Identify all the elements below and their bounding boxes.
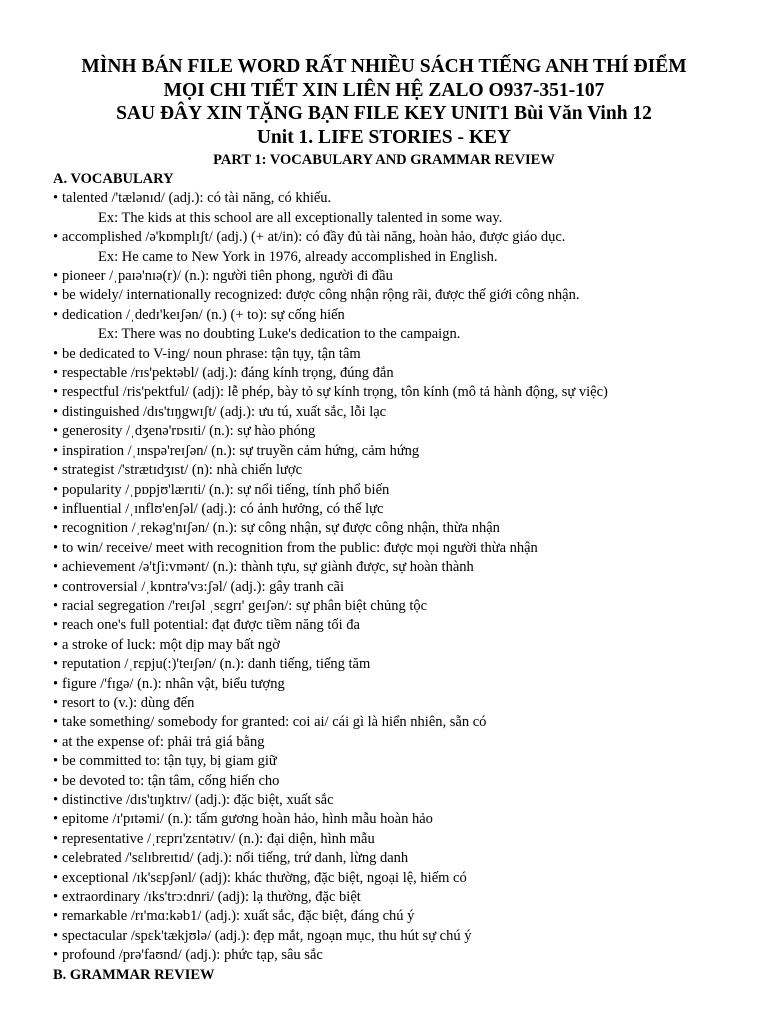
bullet-icon: •: [53, 656, 59, 673]
vocabulary-item: [0, 345, 768, 364]
bullet-icon: •: [53, 481, 59, 498]
vocabulary-item: [0, 539, 768, 558]
vocabulary-item: [0, 481, 768, 500]
bullet-icon: •: [53, 772, 59, 789]
example-sentence: Ex: There was no doubting Luke's dedication to the campaign.: [98, 326, 461, 343]
bullet-icon: •: [53, 403, 59, 420]
vocabulary-item-text: at the expense of: phải trả giá bằng: [62, 733, 265, 750]
vocabulary-item: [0, 558, 768, 577]
vocabulary-item: [0, 403, 768, 422]
vocabulary-item-text: be dedicated to V-ing/ noun phrase: tận tụy, tận tâm: [62, 345, 361, 362]
vocabulary-item-text: pioneer /ˌpaɪə'nɪə(r)/ (n.): người tiên phong, người đi đầu: [62, 268, 393, 285]
vocabulary-item: [0, 791, 768, 810]
vocabulary-item: [0, 752, 768, 771]
vocabulary-item: [0, 500, 768, 519]
bullet-icon: •: [53, 462, 59, 479]
vocabulary-item: [0, 636, 768, 655]
vocabulary-item: [0, 810, 768, 829]
vocabulary-item: [0, 228, 768, 247]
bullet-icon: •: [53, 384, 59, 401]
section-heading-grammar: B. GRAMMAR REVIEW: [53, 966, 215, 983]
document-header: [0, 0, 768, 149]
vocabulary-item: [0, 461, 768, 480]
vocabulary-item: [0, 713, 768, 732]
vocabulary-item: [0, 383, 768, 402]
vocabulary-item-text: be widely/ internationally recognized: được công nhận rộng rãi, được thế giới công nhận.: [62, 287, 580, 304]
bullet-icon: •: [53, 306, 59, 323]
vocabulary-item-text: distinctive /dɪs'tɪŋktɪv/ (adj.): đặc biệt, xuất sắc: [62, 792, 334, 808]
vocabulary-item-text: controversial /ˌkɒntrə'vɜ:ʃəl/ (adj.): gây tranh cãi: [62, 578, 345, 595]
vocabulary-item-text: representative /ˌrɛprɪ'zɛntətɪv/ (n.): đại diện, hình mẫu: [62, 830, 375, 847]
vocabulary-item: [0, 772, 768, 791]
bullet-icon: •: [53, 636, 59, 653]
vocabulary-item-text: respectful /ris'pektful/ (adj): lễ phép, bày tỏ sự kính trọng, tôn kính (mô tả hành động, sự việc): [62, 384, 608, 401]
bullet-icon: •: [53, 675, 59, 692]
bullet-icon: •: [53, 287, 59, 304]
vocabulary-item-text: figure /'fɪgə/ (n.): nhân vật, biểu tượng: [62, 675, 285, 692]
vocabulary-item-text: recognition /ˌrekəg'nɪʃən/ (n.): sự công nhận, sự được công nhận, thừa nhận: [62, 520, 500, 537]
vocabulary-item: [0, 830, 768, 849]
vocabulary-item-text: extraordinary /ɪks'trɔ:dnri/ (adj): lạ thường, đặc biệt: [62, 889, 361, 906]
vocabulary-item: [0, 422, 768, 441]
vocabulary-list: [0, 189, 768, 965]
vocabulary-item-text: influential /ˌɪnflʊ'enʃəl/ (adj.): có ảnh hưởng, có thế lực: [62, 500, 384, 517]
title-line-3: SAU ĐÂY XIN TẶNG BẠN FILE KEY UNIT1 Bùi Văn Vinh 12: [116, 103, 652, 124]
vocabulary-item-text: resort to (v.): dùng đến: [62, 694, 195, 711]
bullet-icon: •: [53, 500, 59, 517]
bullet-icon: •: [53, 229, 59, 246]
bullet-icon: •: [53, 927, 59, 944]
vocabulary-item: [0, 616, 768, 635]
vocabulary-item-text: popularity /ˌpɒpjʊ'lærɪti/ (n.): sự nổi tiếng, tính phổ biến: [62, 481, 390, 498]
title-line-2: MỌI CHI TIẾT XIN LIÊN HỆ ZALO O937-351-107: [163, 79, 605, 101]
example-sentence: Ex: He came to New York in 1976, already accomplished in English.: [98, 248, 498, 265]
vocabulary-item: [0, 675, 768, 694]
vocabulary-item: [0, 189, 768, 208]
vocabulary-item: [0, 597, 768, 616]
vocabulary-item: [0, 442, 768, 461]
vocabulary-item-text: a stroke of luck: một dịp may bất ngờ: [62, 636, 280, 653]
vocabulary-item-text: strategist /'strætɪdʒɪst/ (n): nhà chiến lược: [62, 462, 303, 479]
part-heading: PART 1: VOCABULARY AND GRAMMAR REVIEW: [213, 152, 555, 168]
vocabulary-item: [0, 927, 768, 946]
vocabulary-item: [0, 578, 768, 597]
vocabulary-item: [0, 267, 768, 286]
vocabulary-item: [0, 946, 768, 965]
vocabulary-item: [0, 306, 768, 325]
bullet-icon: •: [53, 889, 59, 906]
vocabulary-item: [0, 849, 768, 868]
vocabulary-item-text: accomplished /ə'kɒmplɪʃt/ (adj.) (+ at/in): có đầy đủ tài năng, hoàn hảo, được giáo dục.: [62, 229, 566, 246]
vocabulary-item-text: inspiration /ˌɪnspə'reɪʃən/ (n.): sự truyền cảm hứng, cảm hứng: [62, 442, 420, 459]
bullet-icon: •: [53, 850, 59, 867]
bullet-icon: •: [53, 947, 59, 964]
vocabulary-item-text: reach one's full potential: đạt được tiềm năng tối đa: [62, 617, 360, 634]
bullet-icon: •: [53, 792, 59, 808]
vocabulary-item-text: exceptional /ɪk'sɛpʃənl/ (adj): khác thường, đặc biệt, ngoại lệ, hiếm có: [62, 869, 467, 886]
vocabulary-item-text: profound /prə'faʊnd/ (adj.): phức tạp, sâu sắc: [62, 947, 323, 964]
vocabulary-item-text: distinguished /dɪs'tɪŋgwɪʃt/ (adj.): ưu tú, xuất sắc, lỗi lạc: [62, 403, 387, 420]
bullet-icon: •: [53, 830, 59, 847]
vocabulary-item-text: remarkable /rɪ'mɑ:kəb1/ (adj.): xuất sắc, đặc biệt, đáng chú ý: [62, 908, 415, 925]
vocabulary-item-text: be devoted to: tận tâm, cống hiến cho: [62, 772, 280, 789]
title-line-1: MÌNH BÁN FILE WORD RẤT NHIỀU SÁCH TIẾNG ANH THÍ ĐIỂM: [81, 56, 687, 77]
vocabulary-item: [0, 733, 768, 752]
section-heading-vocabulary: A. VOCABULARY: [53, 171, 174, 187]
bullet-icon: •: [53, 733, 59, 750]
bullet-icon: •: [53, 694, 59, 711]
vocabulary-item-text: respectable /rɪs'pektəbl/ (adj.): đáng kính trọng, đúng đắn: [62, 365, 394, 382]
vocabulary-item-text: talented /'tælənɪd/ (adj.): có tài năng, có khiếu.: [62, 190, 332, 207]
bullet-icon: •: [53, 268, 59, 285]
vocabulary-item-text: dedication /ˌdedɪ'keɪʃən/ (n.) (+ to): sự cống hiến: [62, 306, 345, 323]
bullet-icon: •: [53, 869, 59, 886]
vocabulary-item: [0, 286, 768, 305]
bullet-icon: •: [53, 442, 59, 459]
bullet-icon: •: [53, 190, 59, 207]
bullet-icon: •: [53, 753, 59, 770]
vocabulary-item-text: racial segregation /'reɪʃəl ˌsɛgrɪ' geɪʃən/: sự phân biệt chủng tộc: [62, 597, 428, 614]
example-sentence: Ex: The kids at this school are all exceptionally talented in some way.: [98, 209, 503, 226]
vocabulary-item-text: be committed to: tận tụy, bị giam giữ: [62, 753, 277, 770]
bullet-icon: •: [53, 423, 59, 440]
vocabulary-item-text: generosity /ˌdʒenə'rɒsɪti/ (n.): sự hào phóng: [62, 423, 316, 440]
bullet-icon: •: [53, 597, 59, 614]
vocabulary-item: [0, 694, 768, 713]
vocabulary-item-text: epitome /ɪ'pɪtəmi/ (n.): tấm gương hoàn hảo, hình mẫu hoàn hảo: [62, 811, 433, 828]
vocabulary-item: [0, 364, 768, 383]
bullet-icon: •: [53, 714, 59, 731]
bullet-icon: •: [53, 345, 59, 362]
vocabulary-item-text: reputation /ˌrɛpju(:)'teɪʃən/ (n.): danh tiếng, tiếng tăm: [62, 656, 371, 673]
vocabulary-item-text: achievement /ə'tʃi:vmənt/ (n.): thành tựu, sự giành được, sự hoàn thành: [62, 559, 474, 576]
bullet-icon: •: [53, 578, 59, 595]
bullet-icon: •: [53, 811, 59, 828]
vocabulary-item: [0, 907, 768, 926]
bullet-icon: •: [53, 539, 59, 556]
bullet-icon: •: [53, 520, 59, 537]
vocabulary-item: [0, 519, 768, 538]
vocabulary-item-text: spectacular /spɛk'tækjʊlə/ (adj.): đẹp mắt, ngoạn mục, thu hút sự chú ý: [62, 927, 472, 944]
vocabulary-item-text: to win/ receive/ meet with recognition from the public: được mọi người thừa nhận: [62, 539, 538, 556]
vocabulary-item: [0, 888, 768, 907]
vocabulary-item: [0, 655, 768, 674]
bullet-icon: •: [53, 365, 59, 382]
vocabulary-item-text: take something/ somebody for granted: coi ai/ cái gì là hiển nhiên, sẵn có: [62, 714, 487, 731]
bullet-icon: •: [53, 559, 59, 576]
vocabulary-item: [0, 869, 768, 888]
vocabulary-item-text: celebrated /'sɛlɪbreɪtɪd/ (adj.): nổi tiếng, trứ danh, lừng danh: [62, 850, 409, 867]
bullet-icon: •: [53, 908, 59, 925]
unit-title: Unit 1. LIFE STORIES - KEY: [256, 126, 512, 148]
bullet-icon: •: [53, 617, 59, 634]
